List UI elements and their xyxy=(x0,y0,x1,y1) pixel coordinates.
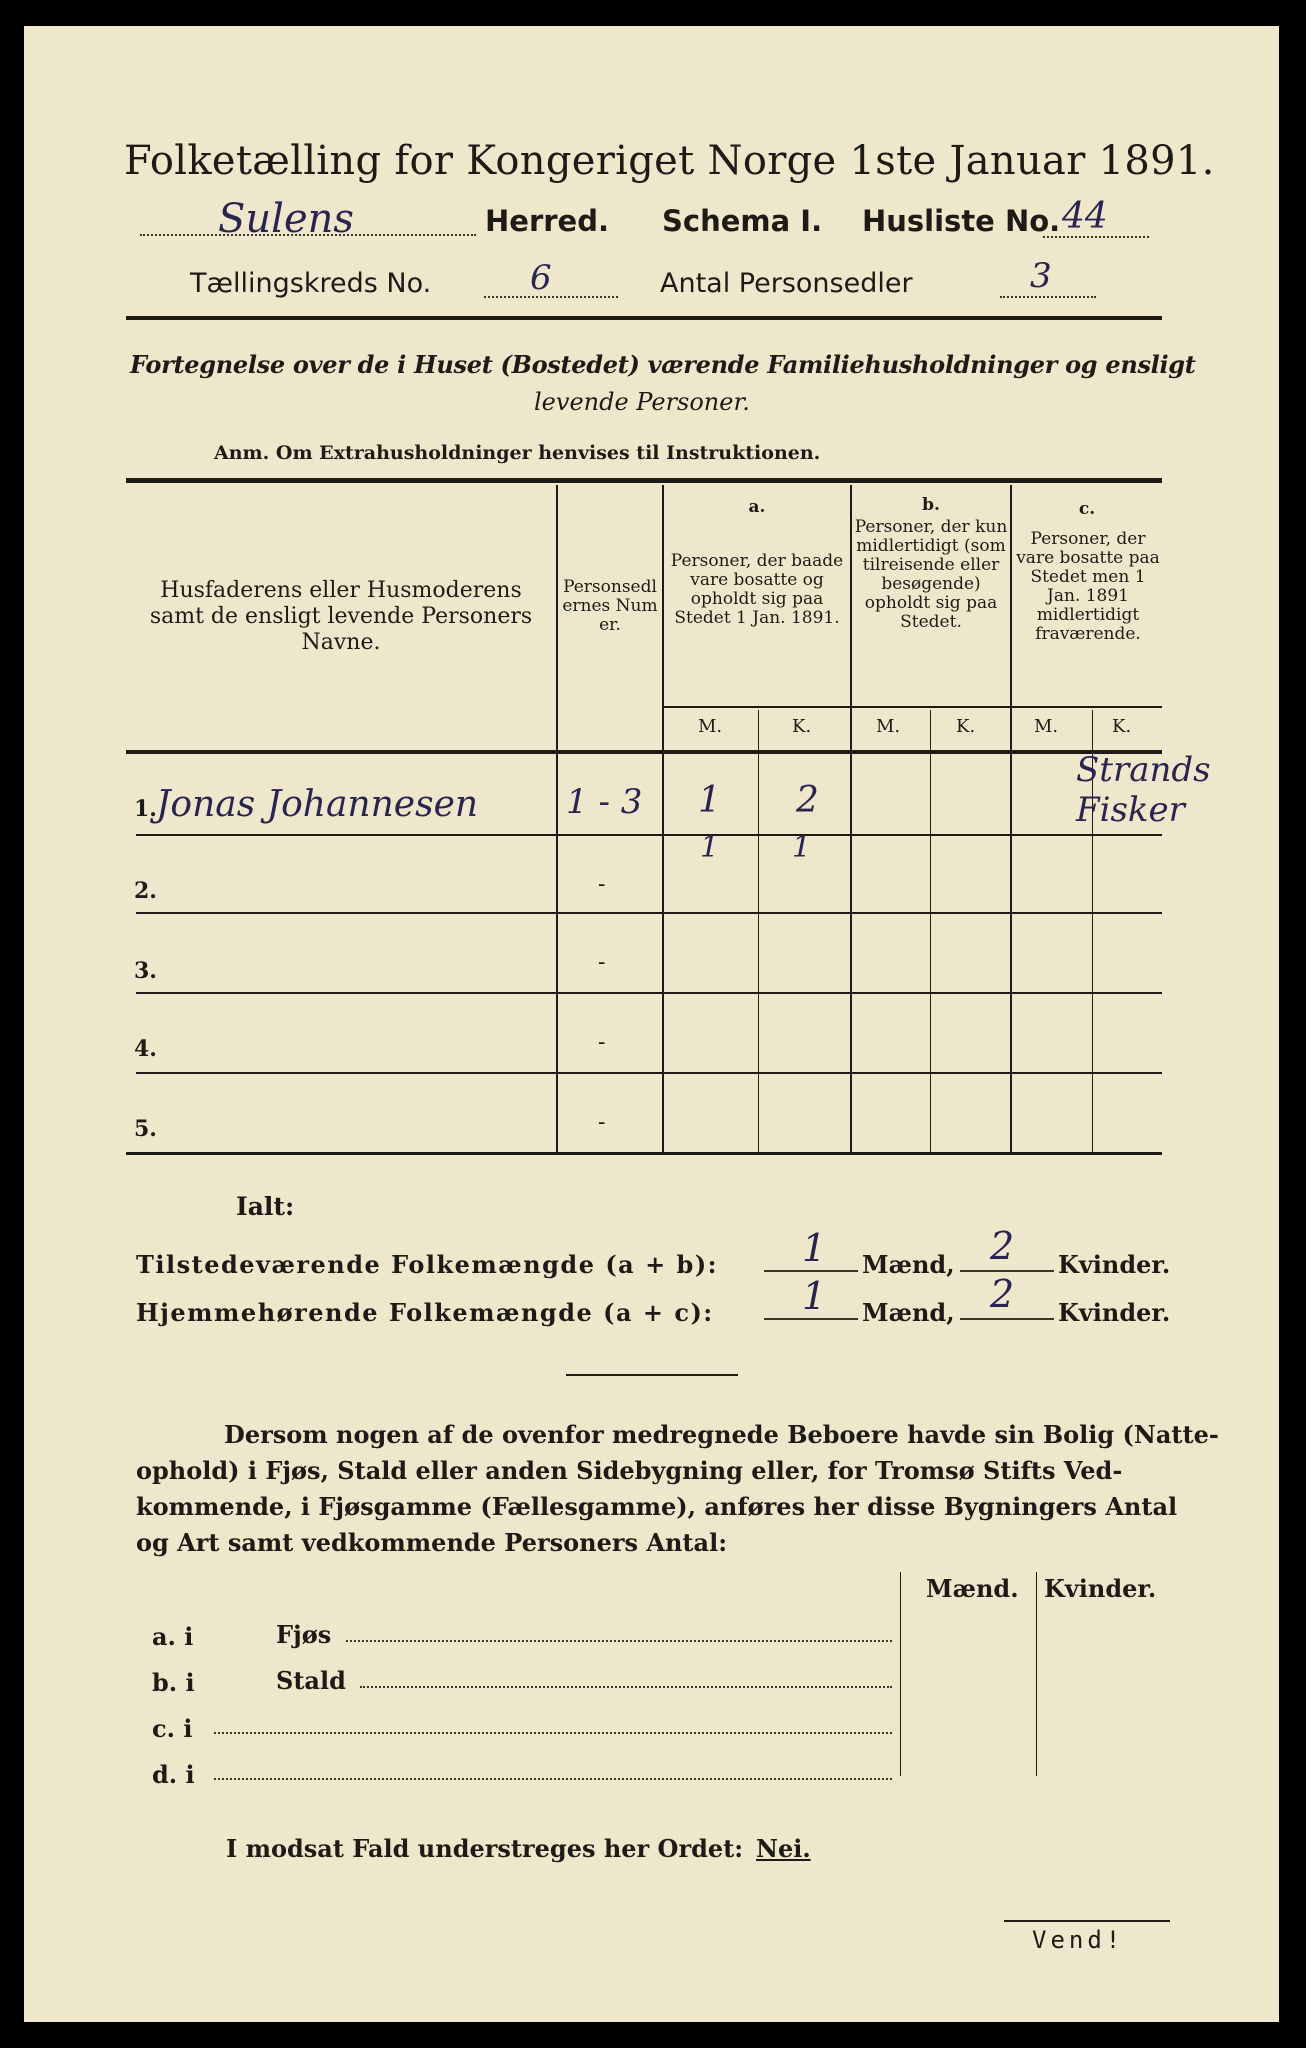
col-divider-am xyxy=(758,710,759,1152)
row-3-number: 3. xyxy=(134,958,157,984)
total-line-2-k-rule xyxy=(960,1318,1054,1320)
building-col-divider-1 xyxy=(900,1572,901,1776)
husliste-label: Husliste No. xyxy=(862,204,1061,238)
footer-instruction: I modsat Fald understreges her Ordet: xyxy=(226,1834,744,1863)
col-header-names: Husfaderens eller Husmoderens samt de ensligt levende Personers Navne. xyxy=(149,578,533,655)
total-line-2-maend: Mænd, xyxy=(862,1298,955,1327)
table-top-rule xyxy=(126,478,1162,483)
building-text-4: og Art samt vedkommende Personers Antal: xyxy=(136,1528,728,1557)
header-c-m: M. xyxy=(1034,716,1059,737)
building-text-3: kommende, i Fjøsgamme (Fællesgamme), anføres her disse Bygningers Antal xyxy=(136,1492,1178,1521)
schema-label: Schema I. xyxy=(662,204,823,238)
row-1-a-m-check: 1 xyxy=(700,830,720,865)
kreds-label: Tællingskreds No. xyxy=(190,268,432,299)
total-line-1-label: Tilstedeværende Folkemængde (a + b): xyxy=(136,1250,719,1279)
row-line-4 xyxy=(136,1072,1162,1074)
building-row-d-key: d. i xyxy=(152,1760,195,1789)
total-line-1-maend-value: 1 xyxy=(802,1226,827,1270)
section-divider xyxy=(566,1374,738,1376)
col-header-a-letter: a. xyxy=(748,497,766,517)
col-header-a-text: Personer, der baade vare bosatte og opholdt sig paa Stedet 1 Jan. 1891. xyxy=(670,551,844,628)
row-3-numer: - xyxy=(598,950,606,975)
col-divider-2 xyxy=(662,485,664,1152)
subtitle-line-1: Fortegnelse over de i Huset (Bostedet) værende Familiehusholdninger og ensligt xyxy=(130,350,1196,379)
row-1-numer: 1 - 3 xyxy=(566,782,643,822)
row-4-numer: - xyxy=(598,1030,606,1055)
total-line-2-kvinder-value: 2 xyxy=(990,1272,1015,1316)
kreds-value: 6 xyxy=(530,258,552,298)
row-1-a-k-check: 1 xyxy=(792,830,812,865)
row-2-number: 2. xyxy=(134,878,157,904)
row-1-number: 1. xyxy=(134,796,157,822)
footer-nei: Nei. xyxy=(756,1834,811,1863)
col-header-c-text: Personer, der vare bosatte paa Stedet men 1 Jan. 1891 midlertidigt fraværende. xyxy=(1016,529,1160,644)
building-text-2: ophold) i Fjøs, Stald eller anden Sidebygning eller, for Tromsø Stifts Ved- xyxy=(136,1456,1123,1485)
building-row-a-dots xyxy=(346,1640,892,1642)
col-divider-3 xyxy=(850,485,852,1152)
census-form xyxy=(24,26,1279,2022)
table-bottom-rule xyxy=(126,1152,1162,1155)
col-header-b-letter: b. xyxy=(922,495,940,515)
header-a-m: M. xyxy=(698,716,723,737)
ialt-label: Ialt: xyxy=(236,1192,295,1221)
antal-label: Antal Personsedler xyxy=(660,268,913,299)
header-b-k: K. xyxy=(956,716,976,737)
building-row-c-key: c. i xyxy=(152,1714,193,1743)
subtitle-line-2: levende Personer. xyxy=(534,388,750,416)
row-5-numer: - xyxy=(598,1110,606,1135)
building-col-divider-2 xyxy=(1036,1572,1037,1776)
row-line-2 xyxy=(136,912,1162,914)
header-c-k: K. xyxy=(1112,716,1132,737)
building-row-b-label: Stald xyxy=(276,1666,346,1695)
anm-note: Anm. Om Extrahusholdninger henvises til Instruktionen. xyxy=(214,442,821,464)
herred-label: Herred. xyxy=(485,204,609,238)
header-rule xyxy=(126,316,1162,320)
col-header-numer: Personsedlernes Numer. xyxy=(562,577,658,635)
antal-value: 3 xyxy=(1030,256,1052,296)
row-1-name: Jonas Johannesen xyxy=(156,784,479,825)
total-line-2-kvinder: Kvinder. xyxy=(1058,1298,1171,1327)
vend-label: Vend! xyxy=(1032,1926,1125,1954)
building-row-b-dots xyxy=(360,1686,892,1688)
total-line-2-m-rule xyxy=(764,1318,858,1320)
row-4-number: 4. xyxy=(134,1036,157,1062)
col-header-b-text: Personer, der kun midlertidigt (som tilreisende eller besøgende) opholdt sig paa Stedet. xyxy=(854,517,1008,632)
building-row-c-dots xyxy=(214,1732,892,1734)
building-col-maend: Mænd. xyxy=(926,1574,1019,1603)
row-2-numer: - xyxy=(598,872,606,897)
col-header-c-letter: c. xyxy=(1078,499,1096,519)
herred-value: Sulens xyxy=(218,196,354,242)
building-col-kvinder: Kvinder. xyxy=(1044,1574,1157,1603)
col-divider-1 xyxy=(556,485,558,1152)
header-b-m: M. xyxy=(876,716,901,737)
form-title: Folketælling for Kongeriget Norge 1ste Januar 1891. xyxy=(124,138,1215,184)
total-line-1-kvinder: Kvinder. xyxy=(1058,1250,1171,1279)
building-row-a-label: Fjøs xyxy=(276,1620,332,1649)
row-1-a-k: 2 xyxy=(796,780,819,821)
table-head-bottom-rule xyxy=(126,750,1162,754)
row-line-3 xyxy=(136,992,1162,994)
building-row-b-key: b. i xyxy=(152,1668,195,1697)
total-line-1-m-rule xyxy=(764,1270,858,1272)
total-line-2-label: Hjemmehørende Folkemængde (a + c): xyxy=(136,1298,714,1327)
building-row-d-dots xyxy=(214,1778,892,1780)
row-line-1 xyxy=(136,834,1162,836)
husliste-value: 44 xyxy=(1062,196,1108,237)
col-divider-bm xyxy=(930,710,931,1152)
total-line-1-kvinder-value: 2 xyxy=(990,1224,1015,1268)
antal-dotline xyxy=(1000,296,1096,298)
row-5-number: 5. xyxy=(134,1116,157,1142)
building-row-a-key: a. i xyxy=(152,1622,194,1651)
row-1-a-m: 1 xyxy=(698,780,721,821)
vend-rule xyxy=(1004,1920,1170,1922)
building-text-1: Dersom nogen af de ovenfor medregnede Beboere havde sin Bolig (Natte- xyxy=(224,1420,1219,1449)
total-line-2-maend-value: 1 xyxy=(802,1274,827,1318)
margin-note: Strands Fisker xyxy=(1076,750,1211,830)
total-line-1-maend: Mænd, xyxy=(862,1250,955,1279)
header-a-k: K. xyxy=(792,716,812,737)
mk-rule xyxy=(662,706,1162,708)
